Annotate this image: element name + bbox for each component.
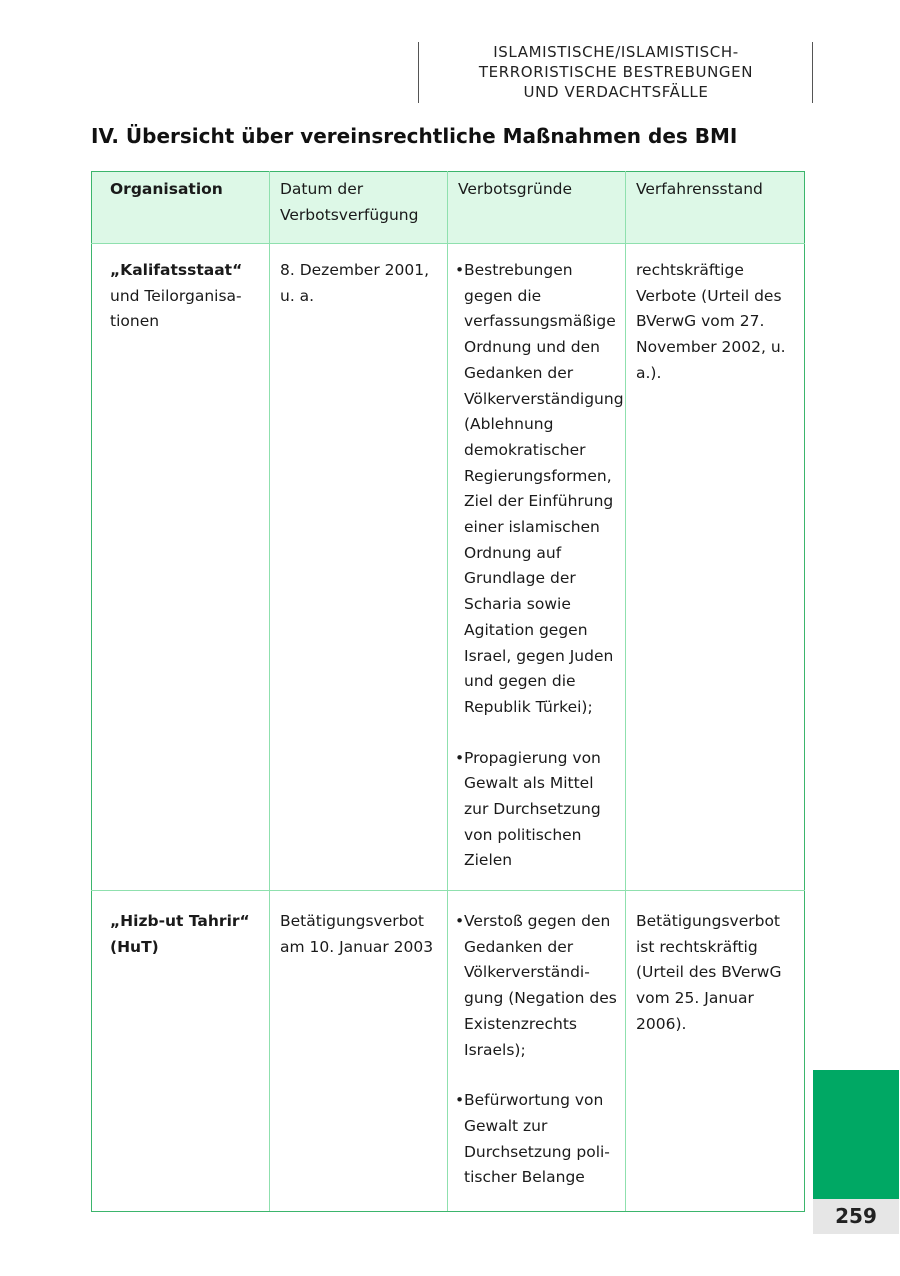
organisation-cell [92,891,270,1212]
table-row [92,891,805,1212]
chapter-tab [813,1070,899,1199]
stand-cell: Betätigungsverbot ist rechtskräftig (Urteil des BVerwG vom 25. Januar 2006). [626,891,805,1212]
grund-item: • Bestrebungen gegen die verfassungsmäßige Ordnung und den Gedanken der Völkerverständigung (Ablehnung demokratischer Regierungsformen, Ziel der Einführung einer islamischen Ordnung auf Grundlage der Scharia sowie Agitation gegen Israel, gegen Juden und gegen die Republik Türkei); [455,258,619,721]
header-verfahrensstand: Verfahrensstand [626,172,805,244]
header-right-rule [812,42,813,103]
stand-cell: rechtskräftige Verbote (Urteil des BVerwG vom 27. November 2002, u. a.). [626,244,805,891]
gruende-cell [448,244,626,891]
organisation-name: „Hizb-ut Tahrir“ (HuT) [110,912,250,956]
datum-cell: Betätigungsverbot am 10. Januar 2003 [270,891,448,1212]
running-header-line-2: TERRORISTISCHE BESTREBUNGEN [478,63,754,81]
grund-item: • Verstoß gegen den Gedanken der Völkerverständi-gung (Negation des Existenzrechts Israels); [455,909,619,1063]
running-header-line-3: UND VERDACHTSFÄLLE [523,83,709,101]
header-datum: Datum der Verbotsverfügung [270,172,448,244]
organisation-cell [92,244,270,891]
header-left-rule [418,42,419,103]
datum-cell: 8. Dezember 2001, u. a. [270,244,448,891]
organisation-name: „Kalifatsstaat“ [110,261,243,279]
header-verbotsgruende: Verbotsgründe [448,172,626,244]
table-row [92,244,805,891]
page-number: 259 [813,1199,899,1234]
table-header-row [92,172,805,244]
measures-table [91,171,805,1212]
gruende-cell [448,891,626,1212]
grund-item: • Befürwortung von Gewalt zur Durchsetzung poli-tischer Belange [455,1088,619,1191]
organisation-sub: und Teilorganisa-tionen [110,286,242,331]
running-header [420,42,812,102]
section-title: IV. Übersicht über vereinsrechtliche Maßnahmen des BMI [91,124,738,148]
header-organisation: Organisation [92,172,270,244]
grund-item: • Propagierung von Gewalt als Mittel zur Durchsetzung von politischen Zielen [455,746,619,875]
running-header-line-1: ISLAMISTISCHE/ISLAMISTISCH- [493,43,739,61]
